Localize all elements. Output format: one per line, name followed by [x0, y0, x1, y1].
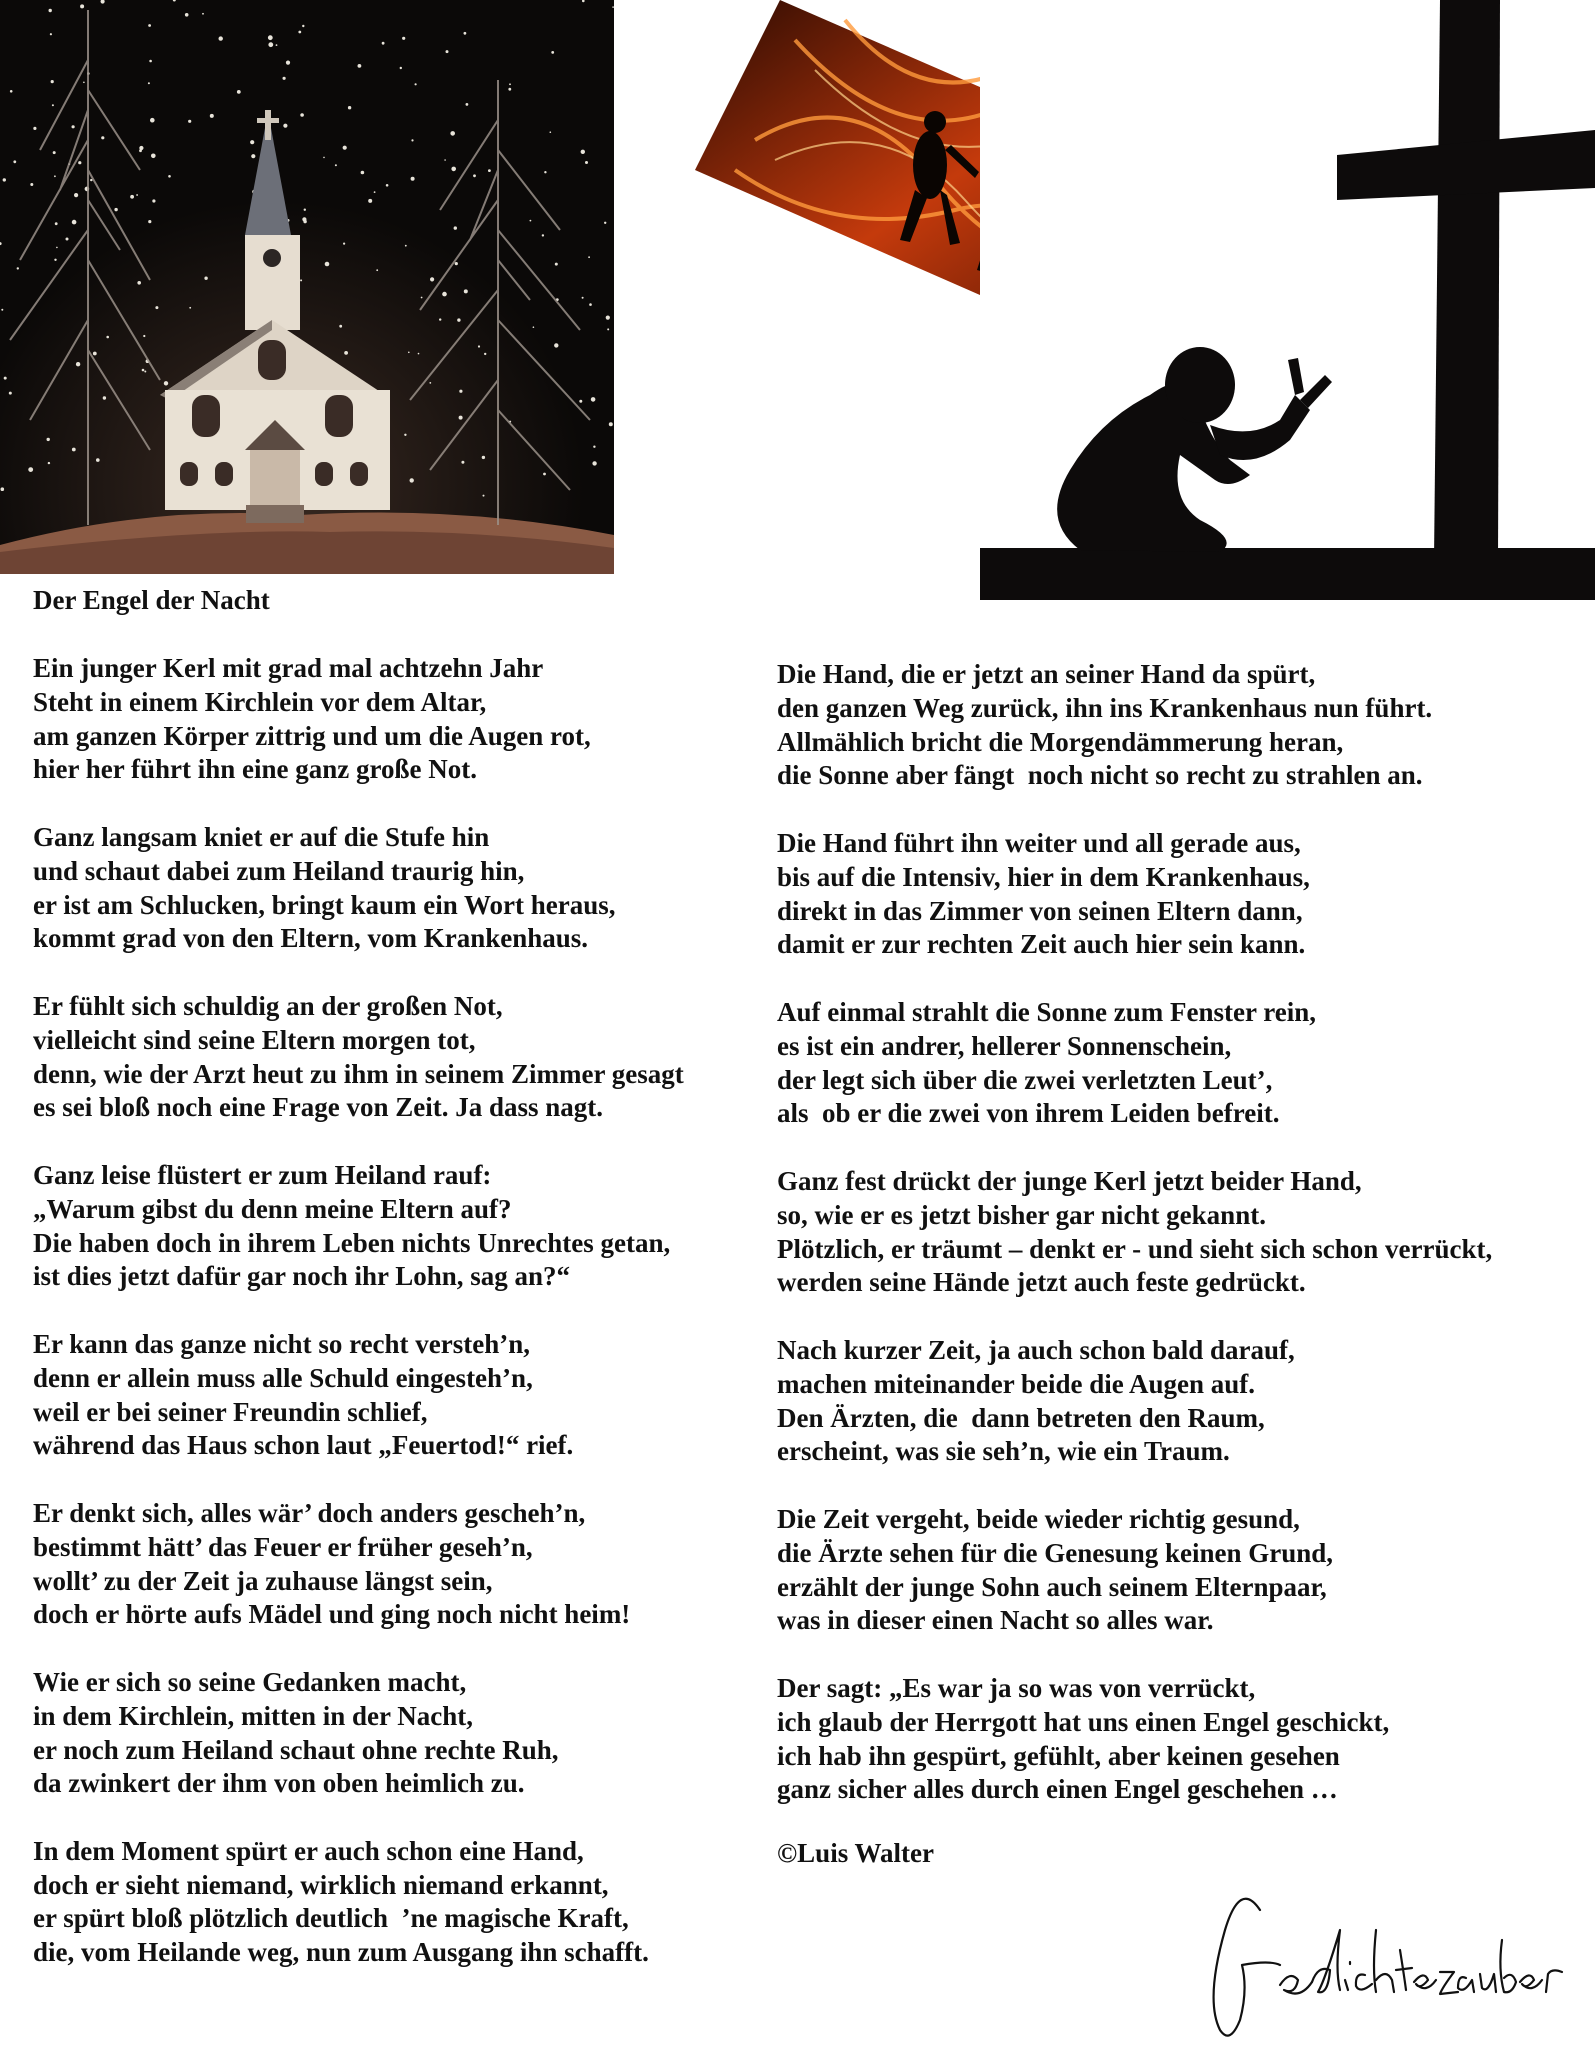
poem-line: Die Zeit vergeht, beide wieder richtig gesund,	[777, 1503, 1300, 1534]
star-dot	[151, 154, 156, 159]
star-dot	[72, 125, 75, 128]
star-dot	[50, 33, 52, 35]
poem-title: Der Engel der Nacht	[33, 585, 270, 615]
poem-line: Wie er sich so seine Gedanken macht,	[33, 1666, 467, 1697]
star-dot	[106, 336, 109, 339]
star-dot	[155, 306, 158, 309]
star-dot	[202, 13, 204, 15]
star-dot	[482, 456, 485, 459]
star-dot	[430, 277, 434, 281]
poem-line: den ganzen Weg zurück, ihn ins Krankenhaus nun führt.	[777, 692, 1433, 723]
star-dot	[72, 448, 76, 452]
poem-stanza	[777, 1672, 1577, 1807]
star-dot	[361, 171, 365, 175]
star-dot	[509, 83, 511, 85]
star-dot	[54, 259, 56, 261]
poem-line: doch er sieht niemand, wirklich niemand erkannt,	[33, 1869, 609, 1900]
star-dot	[411, 139, 413, 141]
poem-line: und schaut dabei zum Heiland traurig hin,	[33, 855, 525, 886]
star-dot	[130, 195, 134, 199]
poem-line: Er kann das ganze nicht so recht versteh’n,	[33, 1328, 531, 1359]
star-dot	[152, 199, 155, 202]
star-dot	[483, 495, 485, 497]
star-dot	[544, 171, 546, 173]
star-dot	[606, 316, 610, 320]
star-dot	[344, 351, 348, 355]
star-dot	[33, 127, 36, 130]
poem-line: Nach kurzer Zeit, ja auch schon bald darauf,	[777, 1334, 1295, 1365]
poem-stanza	[33, 1497, 773, 1632]
star-dot	[164, 381, 168, 385]
poem-stanza	[33, 1666, 773, 1801]
star-dot	[444, 159, 446, 161]
star-dot	[188, 120, 191, 123]
poem-line: er noch zum Heiland schaut ohne rechte Ruh,	[33, 1734, 559, 1765]
poem-stanza	[33, 821, 773, 956]
star-dot	[304, 209, 306, 211]
star-dot	[72, 220, 77, 225]
poem-line: Plötzlich, er träumt – denkt er - und sieht sich schon verrückt,	[777, 1233, 1493, 1264]
star-dot	[101, 136, 104, 139]
star-dot	[302, 25, 304, 27]
star-dot	[508, 88, 511, 91]
star-dot	[303, 220, 306, 223]
poem-line: werden seine Hände jetzt auch feste gedrückt.	[777, 1267, 1306, 1298]
star-dot	[51, 80, 54, 83]
star-dot	[268, 35, 273, 40]
star-dot	[376, 269, 378, 271]
poem-stanza	[777, 827, 1577, 962]
star-dot	[339, 325, 342, 328]
poem-line: der legt sich über die zwei verletzten Leut’,	[777, 1064, 1273, 1095]
poem-line: vielleicht sind seine Eltern morgen tot,	[33, 1024, 476, 1055]
star-dot	[421, 297, 423, 299]
star-dot	[219, 36, 223, 40]
poem-line: denn, wie der Arzt heut zu ihm in seinem Zimmer gesagt	[33, 1058, 684, 1089]
poem-line: es sei bloß noch eine Frage von Zeit. Ja dass nagt.	[33, 1092, 604, 1123]
star-dot	[607, 328, 609, 330]
star-dot	[442, 292, 447, 297]
star-dot	[185, 13, 189, 17]
poem-line: in dem Kirchlein, mitten in der Nacht,	[33, 1700, 473, 1731]
star-dot	[459, 416, 463, 420]
star-dot	[83, 82, 85, 84]
star-dot	[439, 318, 441, 320]
star-dot	[300, 113, 304, 117]
star-dot	[589, 303, 592, 306]
star-dot	[382, 42, 385, 45]
star-dot	[348, 106, 351, 109]
star-dot	[3, 178, 6, 181]
star-dot	[455, 262, 458, 265]
star-dot	[408, 352, 410, 354]
star-dot	[612, 6, 614, 8]
star-dot	[593, 446, 595, 448]
star-dot	[136, 194, 138, 196]
poem-line: während das Haus schon laut „Feuertod!“ rief.	[33, 1430, 574, 1461]
poem-line: bestimmt hätt’ das Feuer er früher geseh’n,	[33, 1531, 533, 1562]
star-dot	[30, 183, 33, 186]
star-dot	[402, 37, 405, 40]
star-dot	[335, 164, 337, 166]
poem-stanza	[777, 1334, 1577, 1469]
poem-line: doch er hörte aufs Mädel und ging noch nicht heim!	[33, 1599, 631, 1630]
poem-stanza	[777, 996, 1577, 1131]
star-dot	[93, 352, 97, 356]
poem-line: hier her führt ihn eine ganz große Not.	[33, 754, 477, 785]
star-dot	[404, 434, 406, 436]
poem-line: er spürt bloß plötzlich deutlich ’ne magische Kraft,	[33, 1903, 629, 1934]
star-dot	[358, 64, 362, 68]
star-dot	[80, 4, 84, 8]
poem-line: Ganz langsam kniet er auf die Stufe hin	[33, 821, 490, 852]
star-dot	[48, 462, 50, 464]
star-dot	[148, 24, 151, 27]
star-dot	[604, 222, 606, 224]
star-dot	[96, 458, 100, 462]
star-dot	[53, 151, 56, 154]
poem-line: Steht in einem Kirchlein vor dem Altar,	[33, 686, 487, 717]
star-dot	[542, 234, 544, 236]
star-dot	[418, 353, 420, 355]
star-dot	[142, 369, 145, 372]
star-dot	[237, 90, 241, 94]
poem-line: Die Hand führt ihn weiter und all gerade aus,	[777, 827, 1301, 858]
star-dot	[405, 245, 407, 247]
star-dot	[144, 371, 146, 373]
star-dot	[251, 154, 255, 158]
star-dot	[581, 150, 585, 154]
star-dot	[457, 318, 460, 321]
star-dot	[464, 32, 467, 35]
star-dot	[1, 487, 5, 491]
star-dot	[148, 82, 150, 84]
star-dot	[459, 390, 462, 393]
star-dot	[300, 279, 302, 281]
star-dot	[454, 226, 457, 229]
star-dot	[150, 118, 155, 123]
poem-line: erscheint, was sie seh’n, wie ein Traum.	[777, 1436, 1230, 1467]
star-dot	[283, 77, 286, 80]
star-dot	[400, 67, 402, 69]
poem-stanza	[33, 1835, 773, 1970]
copyright-text: ©Luis Walter	[777, 1838, 934, 1868]
star-dot	[591, 397, 596, 402]
poem-stanza	[777, 658, 1577, 793]
poem-line: es ist ein andrer, hellerer Sonnenschein,	[777, 1030, 1232, 1061]
poem-line: denn er allein muss alle Schuld eingesteh’n,	[33, 1362, 533, 1393]
star-dot	[148, 220, 151, 223]
star-dot	[1, 309, 3, 311]
star-dot	[484, 353, 486, 355]
poem-line: Er fühlt sich schuldig an der großen Not,	[33, 990, 503, 1021]
star-dot	[325, 262, 330, 267]
gedichtezauber-signature-logo	[1200, 1870, 1570, 2040]
poem-stanza	[777, 1503, 1577, 1638]
star-dot	[386, 184, 389, 187]
star-dot	[28, 467, 33, 472]
poem-stanza	[33, 990, 773, 1125]
star-dot	[4, 377, 7, 380]
poem-line: ist dies jetzt dafür gar noch ihr Lohn, sag an?“	[33, 1261, 571, 1292]
star-dot	[451, 167, 456, 172]
poem-stanza	[33, 1159, 773, 1294]
star-dot	[168, 175, 171, 178]
poem-stanza	[33, 1328, 773, 1463]
star-dot	[103, 396, 106, 399]
poem-line: bis auf die Intensiv, hier in dem Krankenhaus,	[777, 861, 1310, 892]
poem-stanza	[33, 652, 773, 787]
poem-line: er ist am Schlucken, bringt kaum ein Wort heraus,	[33, 889, 616, 920]
poem-line: erzählt der junge Sohn auch seinem Elternpaar,	[777, 1571, 1327, 1602]
church-night-image	[0, 0, 614, 574]
poem-line: „Warum gibst du denn meine Eltern auf?	[33, 1193, 512, 1224]
star-dot	[149, 60, 152, 63]
star-dot	[466, 103, 469, 106]
poem-line: ganz sicher alles durch einen Engel geschehen …	[777, 1774, 1338, 1805]
poem-line: so, wie er es jetzt bisher gar nicht gekannt.	[777, 1199, 1266, 1230]
poem-line: am ganzen Körper zittrig und um die Augen rot,	[33, 720, 591, 751]
star-dot	[143, 335, 145, 337]
poem-line: ich hab ihn gespürt, gefühlt, aber keinen gesehen	[777, 1740, 1340, 1771]
poem-line: In dem Moment spürt er auch schon eine Hand,	[33, 1835, 584, 1866]
poem-line: Er denkt sich, alles wär’ doch anders gescheh’n,	[33, 1497, 586, 1528]
poem-line: Ganz leise flüstert er zum Heiland rauf:	[33, 1159, 492, 1190]
star-dot	[66, 238, 69, 241]
star-dot	[52, 104, 54, 106]
star-dot	[550, 131, 552, 133]
poem-left-column	[33, 652, 773, 2004]
star-dot	[56, 247, 58, 249]
kneeling-cross-image	[980, 0, 1595, 600]
star-dot	[588, 256, 590, 258]
star-dot	[343, 243, 345, 245]
star-dot	[286, 61, 290, 65]
poem-line: da zwinkert der ihm von oben heimlich zu.	[33, 1768, 525, 1799]
star-dot	[76, 362, 80, 366]
poem-line: Der sagt: „Es war ja so was von verrückt,	[777, 1672, 1256, 1703]
poem-line: machen miteinander beide die Augen auf.	[777, 1368, 1256, 1399]
poem-line: Ganz fest drückt der junge Kerl jetzt beider Hand,	[777, 1165, 1362, 1196]
poem-line: Auf einmal strahlt die Sonne zum Fenster rein,	[777, 996, 1316, 1027]
star-dot	[554, 343, 558, 347]
star-dot	[276, 44, 278, 46]
star-dot	[114, 208, 117, 211]
poem-line: Allmählich bricht die Morgendämmerung heran,	[777, 726, 1344, 757]
star-dot	[410, 478, 414, 482]
star-dot	[10, 90, 13, 93]
star-dot	[450, 131, 455, 136]
poem-line: ich glaub der Herrgott hat uns einen Engel geschickt,	[777, 1706, 1390, 1737]
star-dot	[446, 50, 449, 53]
star-dot	[268, 42, 273, 47]
star-dot	[592, 461, 596, 465]
star-dot	[137, 281, 141, 285]
star-dot	[78, 161, 81, 164]
star-dot	[55, 222, 58, 225]
star-dot	[551, 51, 554, 54]
poem-line: Die haben doch in ihrem Leben nichts Unrechtes getan,	[33, 1227, 671, 1258]
star-dot	[543, 473, 546, 476]
star-dot	[250, 140, 254, 144]
star-dot	[415, 83, 417, 85]
poem-line: als ob er die zwei von ihrem Leiden befreit.	[777, 1098, 1280, 1129]
star-dot	[49, 9, 52, 12]
poem-line: Ein junger Kerl mit grad mal achtzehn Jahr	[33, 653, 544, 683]
star-dot	[374, 191, 376, 193]
poem-line: weil er bei seiner Freundin schlief,	[33, 1396, 428, 1427]
star-dot	[411, 177, 415, 181]
poem-line: kommt grad von den Eltern, vom Krankenhaus.	[33, 923, 589, 954]
star-dot	[204, 277, 207, 280]
star-dot	[298, 31, 301, 34]
star-dot	[579, 400, 582, 403]
poem-line: was in dieser einen Nacht so alles war.	[777, 1605, 1214, 1636]
star-dot	[13, 160, 16, 163]
poem-line: wollt’ zu der Zeit ja zuhause längst sein,	[33, 1565, 493, 1596]
star-dot	[488, 169, 491, 172]
star-dot	[210, 114, 214, 118]
poem-line: die Ärzte sehen für die Genesung keinen Grund,	[777, 1537, 1334, 1568]
poem-line: Die Hand, die er jetzt an seiner Hand da spürt,	[777, 659, 1316, 689]
star-dot	[189, 307, 191, 309]
star-dot	[464, 289, 468, 293]
poem-line: die, vom Heilande weg, nun zum Ausgang ihn schafft.	[33, 1937, 649, 1968]
star-dot	[368, 199, 372, 203]
star-dot	[609, 422, 613, 426]
star-dot	[533, 326, 535, 328]
star-dot	[17, 267, 19, 269]
star-dot	[343, 146, 347, 150]
star-dot	[323, 157, 325, 159]
poem-stanza	[777, 1165, 1577, 1300]
star-dot	[54, 175, 56, 177]
star-dot	[478, 345, 480, 347]
poem-line: die Sonne aber fängt noch nicht so recht zu strahlen an.	[777, 760, 1423, 791]
star-dot	[47, 438, 50, 441]
poem-line: damit er zur rechten Zeit auch hier sein kann.	[777, 929, 1306, 960]
poem-line: Den Ärzten, die dann betreten den Raum,	[777, 1402, 1265, 1433]
star-dot	[283, 124, 287, 128]
star-dot	[9, 392, 12, 395]
star-dot	[585, 161, 588, 164]
star-dot	[473, 174, 476, 177]
poem-right-column	[777, 658, 1577, 1841]
star-dot	[139, 149, 142, 152]
star-dot	[555, 263, 558, 266]
star-dot	[429, 382, 431, 384]
star-dot	[461, 461, 464, 464]
star-dot	[582, 297, 584, 299]
poem-line: direkt in das Zimmer von seinen Eltern dann,	[777, 895, 1303, 926]
star-dot	[74, 193, 78, 197]
star-dot	[530, 220, 532, 222]
